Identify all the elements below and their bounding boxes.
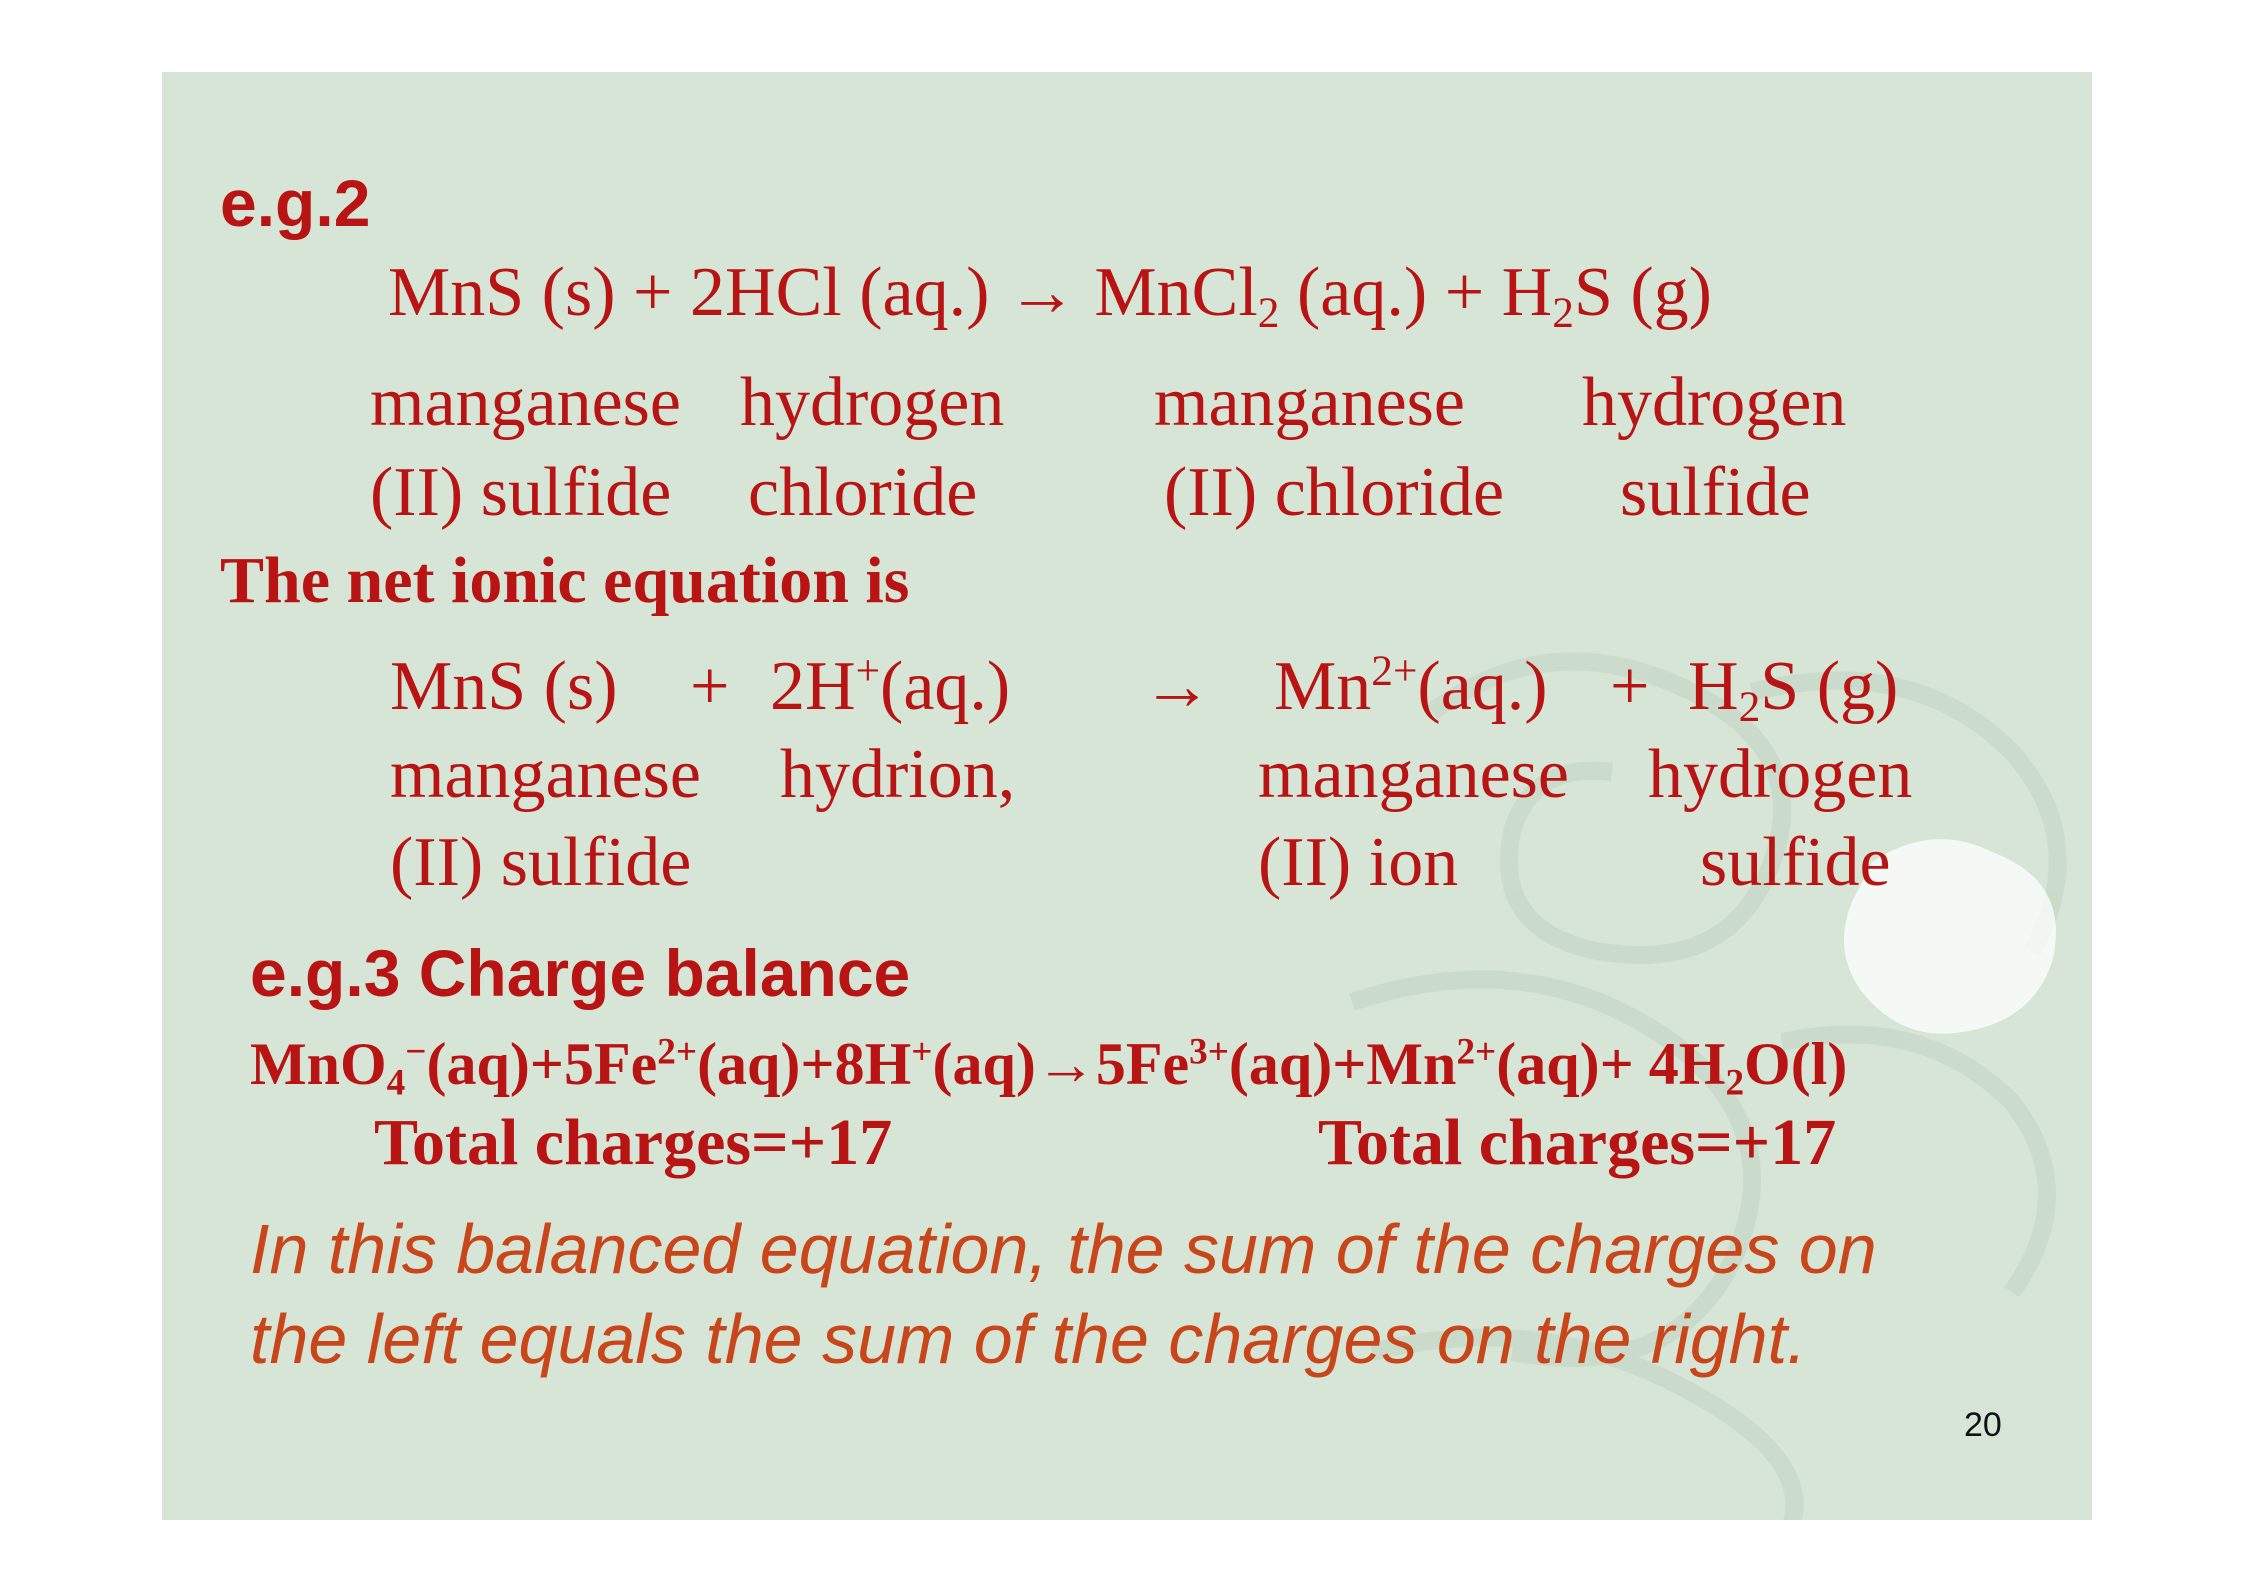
charge-balance-equation: $MnO_4^-(aq)+5Fe^{2+}(aq)+8H^+(aq)\to 5Fe^{3+}(aq)+Mn^{2+}(aq)+ 4H_2O(l)$: [250, 1031, 1848, 1104]
ionic-hydrion-name: hydrion,: [780, 736, 1016, 813]
ionic-h2s-name-line2: sulfide: [1700, 824, 1891, 901]
ionic-arrow: →: [1142, 648, 1212, 725]
hcl-name-line2: chloride: [748, 454, 978, 531]
mns-name-line1: manganese: [370, 364, 681, 441]
mncl2-name-line1: manganese: [1154, 364, 1465, 441]
hcl-name-line1: hydrogen: [740, 364, 1005, 441]
note-line2: the left equals the sum of the charges on the right.: [250, 1300, 1807, 1378]
net-ionic-heading: The net ionic equation is: [220, 544, 910, 617]
total-charges-left: Total charges=+17: [374, 1106, 893, 1179]
h2s-name-line2: sulfide: [1620, 454, 1811, 531]
total-charges-right: Total charges=+17: [1318, 1106, 1837, 1179]
example2-label: e.g.2: [220, 166, 371, 240]
note-line1: In this balanced equation, the sum of the charges on: [250, 1210, 1877, 1288]
ionic-h2s-name-line1: hydrogen: [1648, 736, 1913, 813]
example3-label: e.g.3 Charge balance: [250, 936, 911, 1010]
ionic-hydrion: 2H+(aq.): [770, 647, 1011, 725]
page-number: 20: [1964, 1406, 2002, 1444]
mncl2-name-line2: (II) chloride: [1164, 454, 1505, 531]
ionic-plus-2: +: [1610, 648, 1650, 725]
h2s-name-line1: hydrogen: [1582, 364, 1847, 441]
ionic-mn-name-line2: (II) ion: [1258, 824, 1459, 901]
ionic-mns: MnS (s): [390, 648, 618, 725]
ionic-mns-name-line2: (II) sulfide: [390, 824, 692, 901]
slide: [162, 72, 2092, 1520]
ionic-mns-name-line1: manganese: [390, 736, 701, 813]
example2-equation: MnS (s) + 2HCl (aq.) → MnCl$_2$ $(aq.) + H_2S$ (g): [388, 254, 1712, 338]
ionic-mn-name-line1: manganese: [1258, 736, 1569, 813]
ionic-mn-ion: $Mn^{2+}(aq.)$: [1274, 647, 1548, 725]
ionic-plus-1: +: [690, 648, 730, 725]
ionic-h2s: $H_2S$ (g): [1688, 648, 1899, 732]
mns-name-line2: (II) sulfide: [370, 454, 672, 531]
